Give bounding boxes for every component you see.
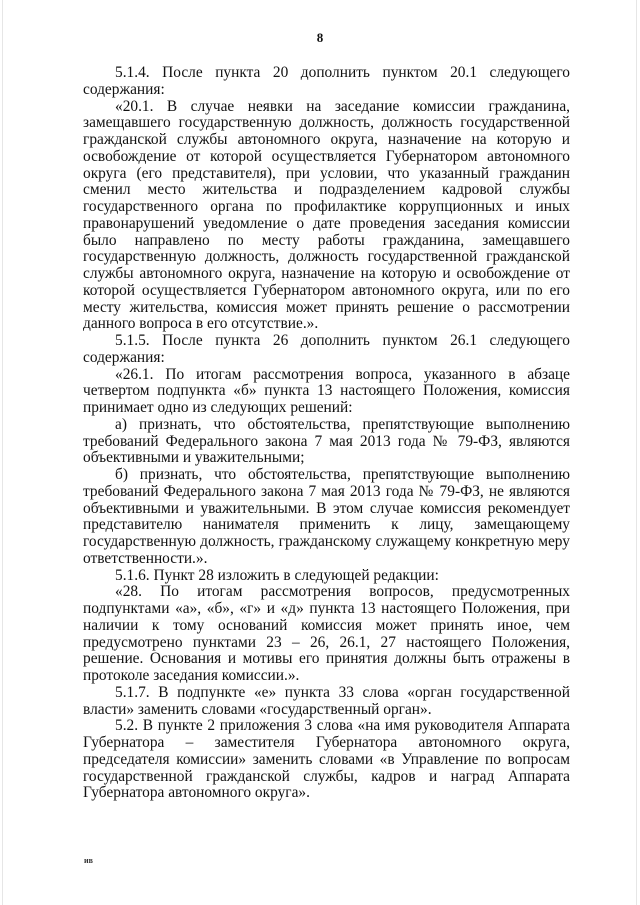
- scan-edge-right: [636, 0, 637, 905]
- paragraph-5-2: 5.2. В пункте 2 приложения 3 слова «на имя руководителя Аппарата Губернатора – заместителя Губернатора автономного округа, председателя комиссии» заменить словами «в Управление по вопросам государственной гражданской службы, кадров и наград Аппарата Губернатора автономного округа».: [83, 717, 570, 802]
- page-number: 8: [316, 30, 324, 45]
- paragraph-5-1-5: 5.1.5. После пункта 26 дополнить пунктом 26.1 следующего содержания:: [83, 332, 570, 366]
- paragraph-5-1-4: 5.1.4. После пункта 20 дополнить пунктом 20.1 следующего содержания:: [83, 64, 570, 98]
- footer-initials: ив: [84, 856, 93, 865]
- paragraph-20-1: «20.1. В случае неявки на заседание комиссии гражданина, замещавшего государственную должность, должность государственной гражданской службы автономного округа, назначение на которую и освобождение от которой осуществляется Губернатором автономного округа (его представителя), при условии, что указанный гражданин сменил место жительства и подразделением кадровой службы государственного органа по профилактике коррупционных и иных правонарушений уведомление о дате проведения заседания комиссии было направлено по месту работы гражданина, замещавшего государственную должность, должность государственной гражданской службы автономного округа, назначение на которую и освобождение от которой осуществляется Губернатором автономного округа, или по его месту жительства, комиссия может принять решение о рассмотрении данного вопроса в его отсутствие.».: [83, 97, 570, 333]
- document-body: [83, 65, 570, 802]
- paragraph-26-1: «26.1. По итогам рассмотрения вопроса, указанного в абзаце четвертом подпункта «б» пункта 13 настоящего Положения, комиссия принимает одно из следующих решений:: [83, 365, 570, 416]
- paragraph-item-a: а) признать, что обстоятельства, препятствующие выполнению требований Федерального закона 7 мая 2013 года № 79-ФЗ, являются объективными и уважительными;: [83, 415, 570, 467]
- paragraph-item-b: б) признать, что обстоятельства, препятствующие выполнению требований Федерального закона 7 мая 2013 года № 79-ФЗ, не являются объективными и уважительными. В этом случае комиссия рекомендует представителю нанимателя применить к лицу, замещающему государственную должность, гражданскому служащему конкретную меру ответственности.».: [83, 466, 570, 567]
- paragraph-5-1-6: 5.1.6. Пункт 28 изложить в следующей редакции:: [115, 566, 439, 584]
- paragraph-28: «28. По итогам рассмотрения вопросов, предусмотренных подпунктами «а», «б», «г» и «д» пункта 13 настоящего Положения, при наличии к тому оснований комиссия может принять иное, чем предусмотрено пунктами 23 – 26, 26.1, 27 настоящего Положения, решение. Основания и мотивы его принятия должны быть отражены в протоколе заседания комиссии.».: [83, 583, 570, 684]
- paragraph-5-1-7: 5.1.7. В подпункте «е» пункта 33 слова «орган государственной власти» заменить словами «государственный орган».: [83, 683, 570, 718]
- scan-edge-left: [2, 0, 3, 905]
